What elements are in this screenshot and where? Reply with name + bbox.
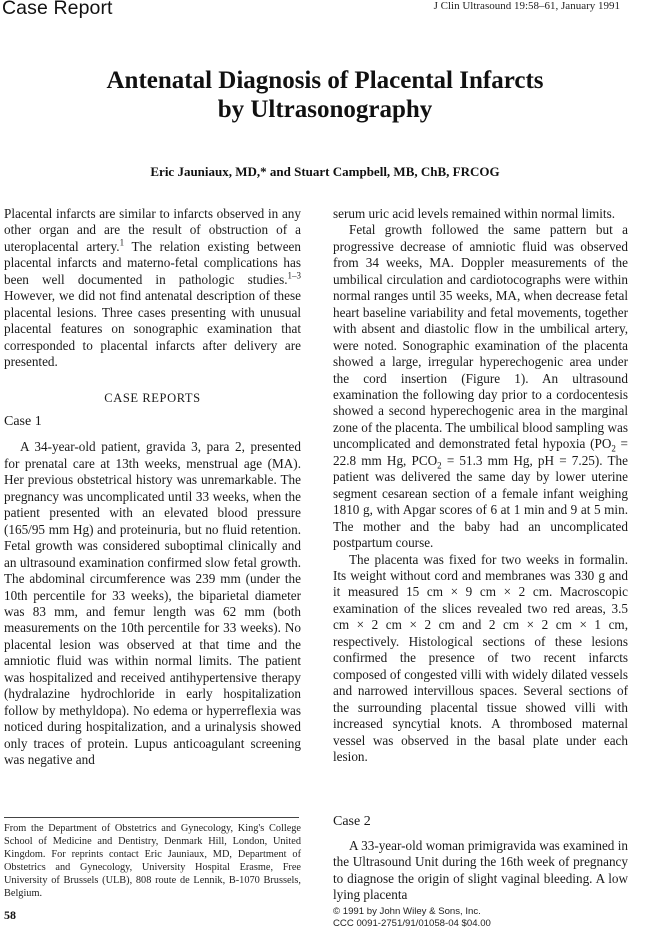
case1-paragraph-1: A 34-year-old patient, gravida 3, para 2, presented for prenatal care at 13th weeks, menstrual age (MA). Her previous obstetrical history was unremarkable. The pregnancy was uncomplicated until 33 weeks, when the patient presented with an elevated blood pressure (165/95 mm Hg) and proteinuria, but no fluid retention. Fetal growth was considered suboptimal clinically and an ultrasound examination confirmed slow fetal growth. The abdominal circumference was 239 mm (under the 10th percentile for 33 weeks), the biparietal diameter was 83 mm, and femur length was 62 mm (both measurements on the 10th percentile for 33 weeks). No placental lesion was observed at that time and the amniotic fluid was within normal limits. The patient was hospitalized and received antihypertensive therapy (hydralazine hydrochloride in early hospitalization follow by methyldopa). No edema or hyperreflexia was noticed during hospitalization, and a urinalysis showed only traces of protein. Lupus anticoagulant screening was negative and — [4, 439, 301, 768]
copyright-line-1: © 1991 by John Wiley & Sons, Inc. — [333, 906, 481, 917]
case1-p2-text: = 22.8 mm Hg, PCO — [333, 436, 628, 468]
article-title — [0, 66, 650, 124]
citation-superscript: 1 — [119, 237, 125, 248]
copyright-notice — [333, 906, 491, 931]
subheading-case-1: Case 1 — [4, 413, 42, 429]
case-2-block — [333, 814, 628, 904]
intro-text-c: However, we did not find antenatal description of these placental lesions. Three cases presenting with unusual placental features on sonographic examination that corresponded to placental infarcts after delivery are presented. — [4, 288, 301, 370]
case1-p2-text: = 51.3 mm Hg, pH = 7.25). The patient was delivered the same day by lower uterine segment cesarean section of a female infant weighing 1810 g, with Apgar scores of 6 at 1 min and 9 at 5 min. The mother and the baby had an uncomplicated postpartum course. — [333, 452, 628, 551]
case1-p2-text: Fetal growth followed the same pattern but a progressive decrease of amniotic fluid was observed from 34 weeks, MA. Doppler measurements of the umbilical circulation and cardiotocographs were within normal ranges until 35 weeks, MA, when decrease fetal heart baseline variability and fetal movements, together with absent and diastolic flow in the umbilical artery, were noted. Sonographic examination of the placenta showed a large, irregular hyperechogenic area under the cord insertion (Figure 1). An ultrasound examination the following day prior to a cordocentesis showed a second hyperechogenic area in the marginal zone of the placenta. The umbilical blood sampling was uncomplicated and demonstrated fetal hypoxia (PO — [333, 222, 628, 452]
author-list: Eric Jauniaux, MD,* and Stuart Campbell, MB, ChB, FRCOG — [150, 164, 500, 179]
case2-paragraph-1 — [333, 838, 628, 904]
title-line-1: Antenatal Diagnosis of Placental Infarcts — [106, 67, 544, 94]
footnote-rule — [4, 817, 299, 818]
copyright-line-2: CCC 0091-2751/91/01058-04 $04.00 — [333, 918, 491, 930]
section-label: Case Report — [2, 0, 113, 19]
page-number: 58 — [4, 908, 16, 922]
intro-text-b: The relation existing between placental infarcts and materno-fetal complications has been well documented in pathologic studies. — [4, 238, 301, 287]
intro-text-a: Placental infarcts are similar to infarcts observed in any other organ and are the result of obstruction of a uteroplacental artery. — [4, 206, 301, 254]
running-head: J Clin Ultrasound 19:58–61, January 1991 — [433, 0, 620, 12]
intro-paragraph — [4, 206, 301, 371]
case1-paragraph-1-continued: serum uric acid levels remained within normal limits. — [333, 206, 615, 221]
section-heading-case-reports: CASE REPORTS — [104, 390, 201, 405]
left-column — [4, 206, 301, 769]
case1-paragraph-2 — [333, 222, 628, 551]
case2-text: A 33-year-old woman primigravida was examined in the Ultrasound Unit during the 16th week of pregnancy to diagnose the origin of slight vaginal bleeding. A low lying placenta — [333, 838, 628, 903]
right-column — [333, 206, 628, 765]
case1-paragraph-3: The placenta was fixed for two weeks in formalin. Its weight without cord and membranes was 330 g and it measured 15 cm × 9 cm × 2 cm. Macroscopic examination of the slices revealed two red areas, 3.5 cm × 2 cm × 2 cm and 2 cm × 2 cm × 1 cm, respectively. Histological sections of these lesions confirmed the presence of two recent infarcts composed of congested villi with widely dilated vessels and narrowed intervillous spaces. Several sections of the surrounding placental tissue showed villi with increased syncytial knots. A thrombosed maternal vessel was observed in the basal plate under each lesion. — [333, 551, 628, 764]
affiliation-footnote: From the Department of Obstetrics and Gynecology, King's College School of Medicine and Dentistry, Denmark Hill, London, United Kingdom. For reprints contact Eric Jauniaux, MD, Department of Obstetrics and Gynecology, University Hospital Erasme, Free University of Brussels (ULB), 808 route de Lennik, B-1070 Brussels, Belgium. — [4, 823, 301, 899]
citation-superscript: 1–3 — [287, 270, 301, 281]
subheading-case-2: Case 2 — [333, 814, 371, 829]
subscript: 2 — [437, 460, 442, 471]
title-line-2: by Ultrasonography — [217, 96, 433, 123]
subscript: 2 — [611, 443, 616, 454]
